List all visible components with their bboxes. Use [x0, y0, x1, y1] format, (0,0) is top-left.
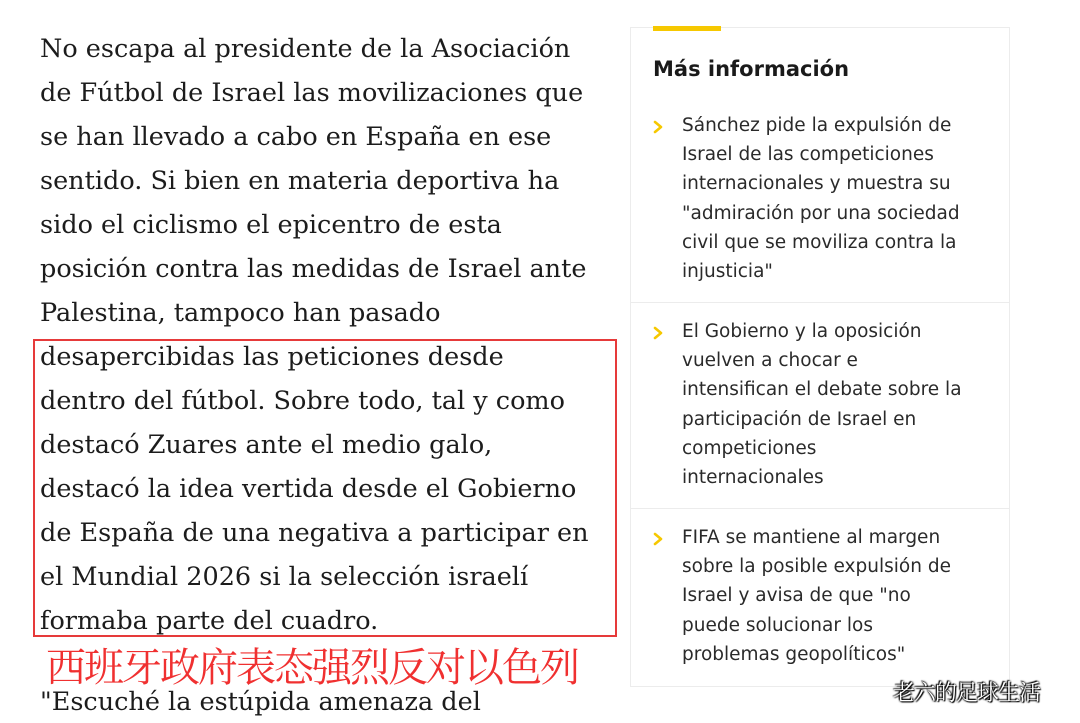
article-line: sido el ciclismo el epicentro de esta	[40, 210, 502, 240]
related-link-line: Sánchez pide la expulsión de	[682, 115, 952, 136]
article-line: se han llevado a cabo en España en ese	[40, 122, 552, 152]
article-line: dentro del fútbol. Sobre todo, tal y como	[40, 386, 565, 416]
chevron-right-icon	[651, 120, 665, 134]
chevron-right-icon	[651, 326, 665, 340]
article-next-line: "Escuché la estúpida amenaza del	[40, 687, 481, 717]
related-link-line: internacionales y muestra su	[682, 173, 951, 195]
related-link-line: puede solucionar los	[682, 614, 873, 636]
watermark: 老六的足球生活	[893, 681, 1041, 706]
annotation-caption: 西班牙政府表态强烈反对以色列	[46, 645, 578, 691]
article-line: sentido. Si bien en materia deportiva ha	[40, 166, 560, 196]
related-link-line: civil que se moviliza contra la	[682, 231, 957, 253]
article-line: destacó la idea vertida desde el Gobierno	[40, 474, 577, 504]
article-body	[40, 27, 620, 643]
article-line: el Mundial 2026 si la selección israelí	[40, 562, 529, 592]
article-line: de España de una negativa a participar en	[40, 518, 589, 548]
related-link[interactable]	[631, 317, 1009, 497]
related-link-line: El Gobierno y la oposición	[682, 321, 922, 342]
article-line: de Fútbol de Israel las movilizaciones que	[40, 78, 584, 108]
sidebar-accent-bar	[653, 26, 721, 31]
article-line: posición contra las medidas de Israel ante	[40, 254, 587, 284]
related-link-text[interactable]	[682, 317, 962, 492]
related-link-line: internacionales	[682, 467, 824, 489]
related-link-line: participación de Israel en	[682, 408, 917, 430]
article-line: desapercibidas las peticiones desde	[40, 342, 504, 372]
related-link-line: Israel y avisa de que "no	[682, 585, 911, 607]
article-line: formaba parte del cuadro.	[40, 606, 379, 636]
related-link[interactable]	[631, 111, 1009, 291]
related-link-line: FIFA se mantiene al margen	[682, 527, 941, 548]
sidebar-divider	[631, 302, 1009, 303]
sidebar-divider	[631, 508, 1009, 509]
related-link-line: competiciones	[682, 437, 817, 459]
chevron-right-icon	[651, 532, 665, 546]
article-line: Palestina, tampoco han pasado	[40, 298, 441, 328]
article-line: destacó Zuares ante el medio galo,	[40, 430, 493, 460]
related-link-line: intensifican el debate sobre la	[682, 379, 962, 401]
related-link-text[interactable]	[682, 111, 960, 286]
related-link-line: problemas geopolíticos"	[682, 643, 906, 665]
related-link-line: sobre la posible expulsión de	[682, 556, 951, 578]
related-link-line: vuelven a chocar e	[682, 350, 858, 372]
related-link-text[interactable]	[682, 523, 951, 669]
article-line: No escapa al presidente de la Asociación	[40, 34, 571, 64]
related-link[interactable]	[631, 523, 1009, 673]
related-link-line: injusticia"	[682, 261, 773, 283]
related-link-line: Israel de las competiciones	[682, 144, 934, 166]
related-link-line: "admiración por una sociedad	[682, 202, 960, 224]
sidebar-title: Más información	[653, 57, 850, 81]
